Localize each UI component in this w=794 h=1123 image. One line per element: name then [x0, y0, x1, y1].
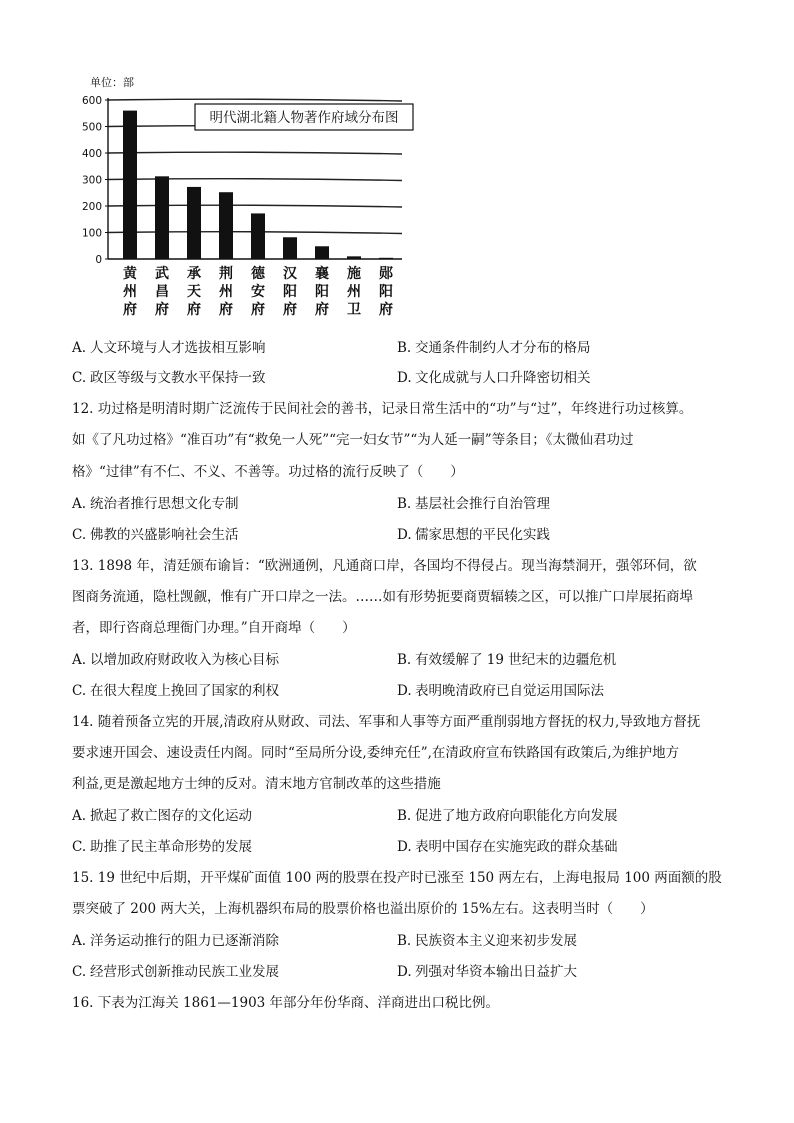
option-text: 人文环境与人才选拔相互影响 — [90, 340, 266, 356]
q11-option-d — [397, 368, 591, 388]
option-letter: C. — [72, 370, 87, 386]
x-category-label-char: 安 — [251, 284, 265, 300]
option-letter: A. — [72, 652, 87, 668]
option-letter: C. — [72, 527, 87, 543]
option-text: 助推了民主革命形势的发展 — [90, 839, 252, 855]
q13-stem-line: 图商务流通，隐杜觊觎，惟有广开口岸之一法。……如有形势扼要商贾辐辏之区，可以推广口岸展拓商埠 — [72, 589, 693, 605]
q12-option-c — [72, 525, 239, 545]
q13-stem-line: 13. 1898 年，清廷颁布谕旨：“欧洲通例，凡通商口岸，各国均不得侵占。现当海禁洞开，强邻环伺，欲 — [72, 558, 697, 574]
x-category-label-char: 天 — [187, 284, 201, 300]
y-tick-label: 600 — [81, 95, 102, 107]
x-category-label-char: 府 — [219, 302, 233, 318]
x-category-label-char: 府 — [315, 302, 329, 318]
option-letter: D. — [397, 683, 412, 699]
option-text: 促进了地方政府向职能化方向发展 — [415, 808, 618, 824]
option-letter: B. — [397, 808, 412, 824]
option-text: 统治者推行思想文化专制 — [90, 496, 239, 512]
x-category-label-char: 卫 — [347, 302, 361, 318]
option-letter: A. — [72, 496, 87, 512]
option-letter: D. — [397, 839, 412, 855]
q16-stem-line: 16. 下表为江海关 1861—1903 年部分年份华商、洋商进出口税比例。 — [72, 995, 500, 1011]
q15-stem-line: 15. 19 世纪中后期，开平煤矿面值 100 两的股票在投产时已涨至 150 两左右，上海电报局 100 两面额的股 — [72, 870, 722, 886]
option-text: 列强对华资本输出日益扩大 — [415, 964, 577, 980]
option-letter: B. — [397, 340, 412, 356]
y-tick-label: 300 — [81, 174, 102, 187]
q14-option-c — [72, 837, 252, 857]
bar-chart — [60, 70, 420, 330]
chart-unit-label: 单位：部 — [90, 76, 134, 89]
q12-option-b — [397, 494, 550, 514]
q11-option-a — [72, 338, 266, 358]
q15-option-a — [72, 931, 279, 951]
bar — [123, 111, 137, 259]
y-tick-label: 0 — [95, 254, 102, 266]
option-text: 掀起了救亡图存的文化运动 — [90, 808, 252, 824]
x-category-label-char: 州 — [219, 284, 233, 300]
option-text: 经营形式创新推动民族工业发展 — [90, 964, 279, 980]
chart-gridline — [108, 152, 402, 154]
q13-stem-line: 者，即行咨商总理衙门办理。”自开商埠（ ） — [72, 620, 356, 636]
y-tick-label: 100 — [81, 227, 102, 240]
bar — [347, 256, 361, 259]
option-text: 民族资本主义迎来初步发展 — [415, 933, 577, 949]
x-category-label-char: 荆 — [219, 266, 233, 282]
q15-option-c — [72, 962, 279, 982]
option-letter: C. — [72, 964, 87, 980]
option-letter: A. — [72, 340, 87, 356]
option-text: 基层社会推行自治管理 — [415, 496, 550, 512]
x-category-label-char: 州 — [347, 284, 361, 300]
chart-svg — [60, 70, 420, 330]
option-letter: A. — [72, 933, 87, 949]
option-letter: B. — [397, 933, 412, 949]
q12-stem-line: 12. 功过格是明清时期广泛流传于民间社会的善书，记录日常生活中的“功”与“过”，年终进行功过核算。 — [72, 401, 693, 417]
x-category-label-char: 府 — [379, 302, 393, 318]
x-category-label-char: 府 — [283, 302, 297, 318]
option-letter: D. — [397, 370, 412, 386]
x-category-label-char: 府 — [187, 302, 201, 318]
q11-option-c — [72, 368, 266, 388]
q12-option-a — [72, 494, 239, 514]
bar — [219, 192, 233, 259]
q13-option-c — [72, 681, 279, 701]
x-category-label-char: 郧 — [379, 266, 393, 282]
x-category-label-char: 承 — [187, 266, 201, 282]
option-text: 以增加政府财政收入为核心目标 — [90, 652, 279, 668]
q15-option-b — [397, 931, 577, 951]
q13-option-b — [397, 650, 616, 670]
bar — [283, 237, 297, 259]
q14-option-a — [72, 806, 252, 826]
option-letter: C. — [72, 683, 87, 699]
q13-option-d — [397, 681, 604, 701]
option-letter: D. — [397, 964, 412, 980]
q13-option-a — [72, 650, 279, 670]
chart-gridline — [108, 99, 402, 101]
chart-gridline — [108, 205, 402, 207]
x-category-label-char: 阳 — [315, 284, 329, 300]
q15-stem-line: 票突破了 200 两大关，上海机器织布局的股票价格也溢出原价的 15%左右。这表明当时（ ） — [72, 901, 654, 917]
option-text: 交通条件制约人才分布的格局 — [415, 340, 591, 356]
option-letter: C. — [72, 839, 87, 855]
bar — [379, 258, 393, 259]
option-text: 在很大程度上挽回了国家的利权 — [90, 683, 279, 699]
x-category-label-char: 州 — [123, 284, 137, 300]
x-category-label-char: 阳 — [379, 284, 393, 300]
x-category-label-char: 武 — [155, 266, 169, 282]
y-tick-label: 200 — [81, 201, 102, 213]
chart-gridline — [108, 179, 402, 181]
option-text: 政区等级与文教水平保持一致 — [90, 370, 266, 386]
option-text: 有效缓解了 19 世纪末的边疆危机 — [415, 652, 617, 668]
option-text: 洋务运动推行的阻力已逐渐消除 — [90, 933, 279, 949]
option-text: 儒家思想的平民化实践 — [415, 527, 550, 543]
option-letter: D. — [397, 527, 412, 543]
option-letter: B. — [397, 652, 412, 668]
q11-option-b — [397, 338, 591, 358]
option-letter: B. — [397, 496, 412, 512]
bar — [155, 176, 169, 259]
q12-stem-line: 格》“过律”有不仁、不义、不善等。功过格的流行反映了（ ） — [72, 464, 464, 480]
bar — [251, 213, 265, 259]
x-category-label-char: 施 — [347, 266, 361, 282]
y-tick-label: 500 — [81, 121, 102, 134]
option-text: 佛教的兴盛影响社会生活 — [90, 527, 239, 543]
option-text: 表明中国存在实施宪政的群众基础 — [415, 839, 618, 855]
q14-stem-line: 14. 随着预备立宪的开展,清政府从财政、司法、军事和人事等方面严重削弱地方督抚的权力,导致地方督抚 — [72, 714, 701, 730]
q14-stem-line: 利益,更是激起地方士绅的反对。清末地方官制改革的这些措施 — [72, 776, 441, 792]
option-text: 文化成就与人口升降密切相关 — [415, 370, 591, 386]
x-category-label-char: 德 — [251, 266, 265, 282]
q12-option-d — [397, 525, 550, 545]
q12-stem-line: 如《了凡功过格》“准百功”有“救免一人死”“完一妇女节”“为人延一嗣”等条目；《太微仙君功过 — [72, 432, 634, 448]
q14-stem-line: 要求速开国会、速设责任内阁。同时“至局所分设,委绅充任”,在清政府宣布铁路国有政策后,为维护地方 — [72, 745, 680, 761]
option-letter: A. — [72, 808, 87, 824]
option-text: 表明晚清政府已自觉运用国际法 — [415, 683, 604, 699]
y-tick-label: 400 — [81, 148, 102, 160]
x-category-label-char: 阳 — [283, 284, 297, 300]
q14-option-b — [397, 806, 618, 826]
x-category-label-char: 府 — [251, 302, 265, 318]
q15-option-d — [397, 962, 577, 982]
x-category-label-char: 汉 — [283, 266, 297, 282]
chart-title: 明代湖北籍人物著作府域分布图 — [209, 110, 399, 126]
x-category-label-char: 府 — [123, 302, 137, 318]
x-category-label-char: 府 — [155, 302, 169, 318]
bar — [315, 246, 329, 259]
x-category-label-char: 黄 — [123, 266, 137, 282]
x-category-label-char: 昌 — [155, 284, 169, 300]
x-category-label-char: 襄 — [315, 266, 329, 282]
q14-option-d — [397, 837, 618, 857]
bar — [187, 187, 201, 259]
